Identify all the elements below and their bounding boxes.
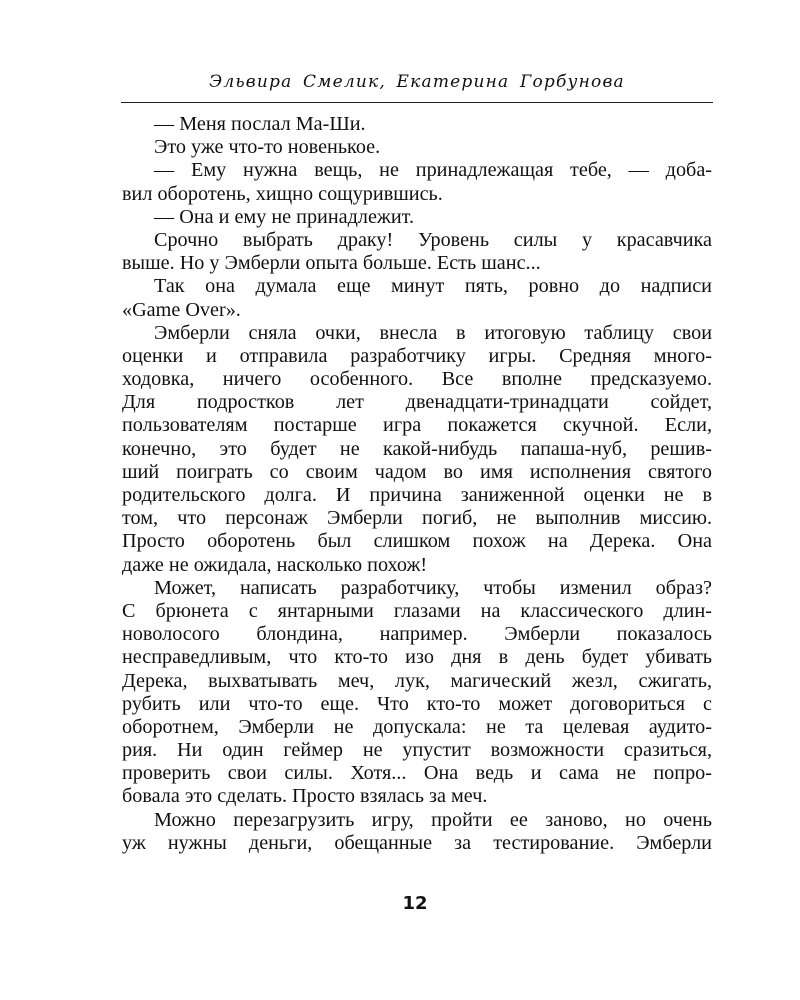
text-line: Так она думала еще минут пять, ровно до надписи <box>154 275 712 298</box>
text-line: Эмберли сняла очки, внесла в итоговую таблицу свои <box>154 321 712 344</box>
text-line: Дерека, выхватывать меч, лук, магический жезл, сжигать, <box>122 669 712 692</box>
text-line: Может, написать разработчику, чтобы изменил образ? <box>154 576 712 599</box>
text-line: уж нужны деньги, обещанные за тестирование. Эмберли <box>122 831 712 854</box>
body-text <box>122 113 712 855</box>
text-line: вил оборотень, хищно сощурившись. <box>122 182 443 205</box>
text-line: — Меня послал Ма-Ши. <box>154 113 366 135</box>
text-line: — Она и ему не принадлежит. <box>154 205 415 228</box>
text-line: новолосого блондина, например. Эмберли показалось <box>122 623 712 646</box>
text-line: конечно, это будет не какой-нибудь папаша-нуб, решив- <box>122 437 712 460</box>
text-line: ходовка, ничего особенного. Все вполне предсказуемо. <box>122 368 712 391</box>
text-line: проверить свои силы. Хотя... Она ведь и сама не попро- <box>122 762 712 785</box>
text-line: рубить или что-то еще. Что кто-то может договориться с <box>122 692 712 715</box>
text-line: Можно перезагрузить игру, пройти ее заново, но очень <box>154 808 712 831</box>
text-line: ший поиграть со своим чадом во имя исполнения святого <box>122 460 712 483</box>
text-line: С брюнета с янтарными глазами на классического длин- <box>122 599 712 622</box>
text-line: рия. Ни один геймер не упустит возможности сразиться, <box>122 739 712 762</box>
text-line: «Game Over». <box>122 298 241 321</box>
text-line: родительского долга. И причина заниженной оценки не в <box>122 484 712 506</box>
text-line: даже не ожидала, насколько похож! <box>122 553 428 576</box>
text-line: несправедливым, что кто-то изо дня в день будет убивать <box>122 646 712 669</box>
page-number: 12 <box>402 893 428 914</box>
text-line: Срочно выбрать драку! Уровень силы у красавчика <box>154 228 712 251</box>
text-line: пользователям постарше игра покажется скучной. Если, <box>122 414 712 437</box>
text-line: оценки и отправила разработчику игры. Средняя много- <box>122 344 712 367</box>
running-title: Эльвира Смелик, Екатерина Горбунова <box>209 72 625 92</box>
text-line: бовала это сделать. Просто взялась за меч. <box>122 785 488 808</box>
text-line: выше. Но у Эмберли опыта больше. Есть шанс... <box>122 252 541 275</box>
header-rule <box>121 102 713 103</box>
text-line: том, что персонаж Эмберли погиб, не выполнив миссию. <box>122 507 712 530</box>
text-line: Для подростков лет двенадцати-тринадцати сойдет, <box>122 391 712 414</box>
text-line: Просто оборотень был слишком похож на Дерека. Она <box>122 530 712 553</box>
text-line: — Ему нужна вещь, не принадлежащая тебе, — доба- <box>154 159 712 182</box>
text-line: оборотнем, Эмберли не допускала: не та целевая аудито- <box>122 715 712 738</box>
text-line: Это уже что-то новенькое. <box>154 136 381 159</box>
